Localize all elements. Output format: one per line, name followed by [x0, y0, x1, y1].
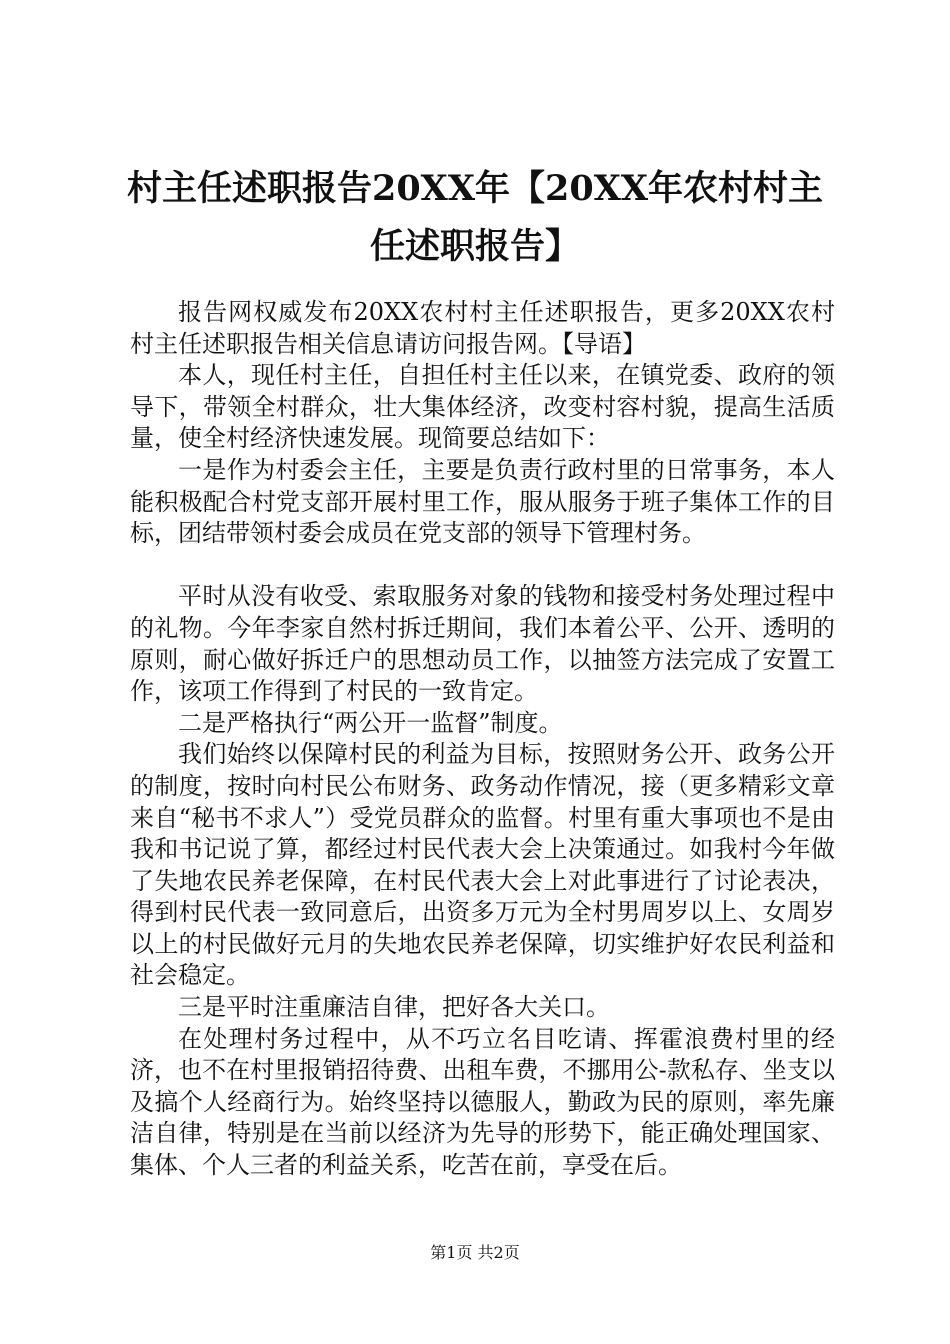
paragraph-transparency: 我们始终以保障村民的利益为目标，按照财务公开、政务公开的制度，按时向村民公布财务、政务动作情况，接（更多精彩文章来自“秘书不求人”）受党员群众的监督。村里有重大事项也不是由我和书记说了算，都经过村民代表大会上决策通过。如我村今年做了失地农民养老保障，在村民代表大会上对此事进行了讨论表决，得到村民代表一致同意后，出资多万元为全村男周岁以上、女周岁以上的村民做好元月的失地农民养老保障，切实维护好农民利益和社会稳定。 — [130, 740, 835, 990]
page-number-footer: 第1页 共2页 — [430, 1243, 520, 1262]
paragraph-point-two: 二是严格执行“两公开一监督”制度。 — [178, 708, 563, 737]
paragraph-integrity: 在处理村务过程中，从不巧立名目吃请、挥霍浪费村里的经济，也不在村里报销招待费、出租车费，不挪用公-款私存、坐支以及搞个人经商行为。始终坚持以德服人，勤政为民的原则，率先廉洁自律，特别是在当前以经济为先导的形势下，能正确处理国家、集体、个人三者的利益关系，吃苦在前，享受在后。 — [130, 1024, 835, 1180]
paragraph-demolition: 平时从没有收受、索取服务对象的钱物和接受村务处理过程中的礼物。今年李家自然村拆迁期间，我们本着公平、公开、透明的原则，耐心做好拆迁户的思想动员工作，以抽签方法完成了安置工作，该项工作得到了村民的一致肯定。 — [130, 582, 835, 706]
document-title: 村主任述职报告20XX年【20XX年农村村主任述职报告】 — [126, 168, 824, 267]
paragraph-point-three: 三是平时注重廉洁自律，把好各大关口。 — [178, 993, 610, 1022]
paragraph-point-one: 一是作为村委会主任，主要是负责行政村里的日常事务，本人能积极配合村党支部开展村里工作，服从服务于班子集体工作的目标，团结带领村委会成员在党支部的领导下管理村务。 — [130, 455, 835, 548]
paragraph-self-intro: 本人，现任村主任，自担任村主任以来，在镇党委、政府的领导下，带领全村群众，壮大集体经济，改变村容村貌，提高生活质量，使全村经济快速发展。现简要总结如下： — [130, 361, 835, 453]
paragraph-intro: 报告网权威发布20XX农村村主任述职报告，更多20XX农村村主任述职报告相关信息请访问报告网。【导语】 — [130, 298, 835, 358]
document-body — [130, 297, 835, 1182]
